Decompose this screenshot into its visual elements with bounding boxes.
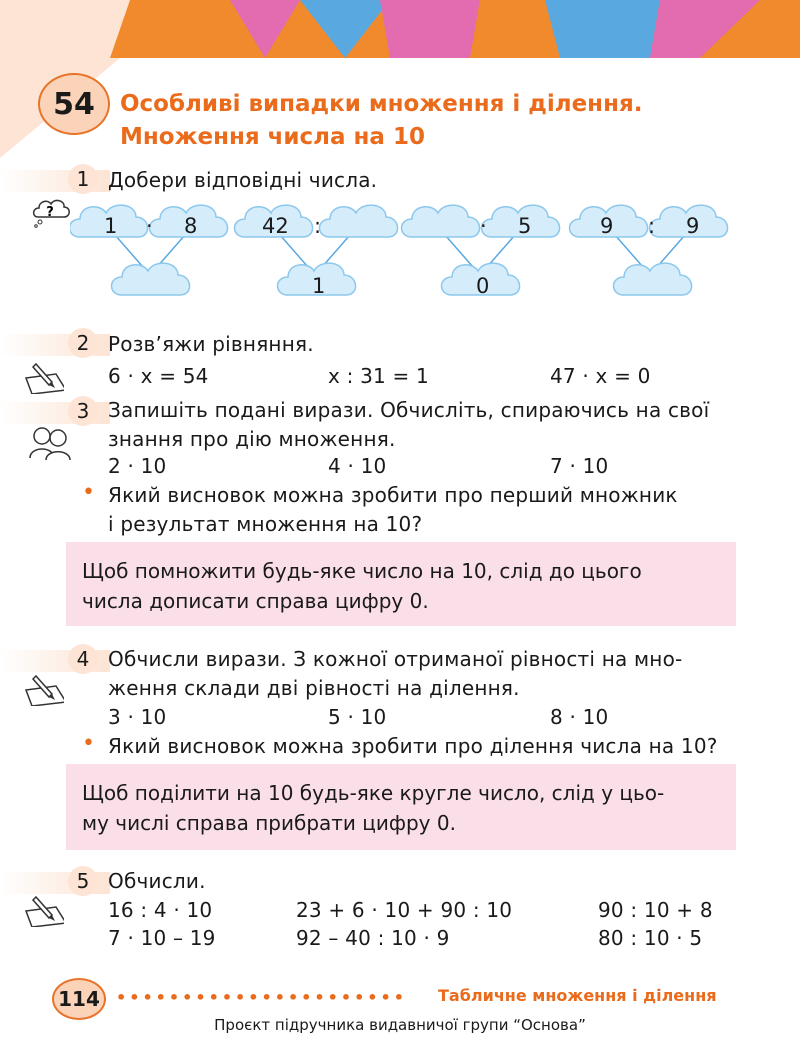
bullet-icon: • bbox=[82, 731, 95, 756]
cloud-operator: : bbox=[314, 214, 322, 238]
equation: x : 31 = 1 bbox=[328, 364, 429, 388]
cloud-value: 1 bbox=[104, 214, 118, 238]
cloud-value: 9 bbox=[686, 214, 700, 238]
expression: 4 · 10 bbox=[328, 454, 387, 478]
pencil-notebook-icon bbox=[22, 672, 64, 706]
lesson-title bbox=[120, 88, 642, 154]
task-number: 2 bbox=[68, 328, 98, 358]
cloud-value: 8 bbox=[184, 214, 198, 238]
task4-text bbox=[108, 645, 682, 703]
task4-question: Який висновок можна зробити про ділення числа на 10? bbox=[108, 734, 718, 758]
task3-question-line2: і результат множення на 10? bbox=[108, 512, 423, 536]
lesson-title-line1: Особливі випадки множення і ділення. bbox=[120, 91, 643, 117]
task3-line2: знання про дію множення. bbox=[108, 427, 396, 451]
task4-answer-line1: Щоб поділити на 10 будь-яке кругле число, слід у цьо- bbox=[82, 781, 665, 805]
footer-dots: •••••••••••••••••••••• bbox=[116, 988, 407, 1007]
task2-text: Розв’яжи рівняння. bbox=[108, 332, 314, 356]
task3-question-line1: Який висновок можна зробити про перший множник bbox=[108, 483, 678, 507]
task3-text bbox=[108, 396, 709, 454]
footer-section-title: Табличне множення і ділення bbox=[438, 986, 717, 1005]
pair-work-icon bbox=[26, 422, 74, 462]
expression: 90 : 10 + 8 bbox=[598, 898, 713, 922]
lesson-title-line2: Множення числа на 10 bbox=[120, 124, 425, 150]
pencil-notebook-icon bbox=[22, 360, 64, 394]
pencil-notebook-icon bbox=[22, 893, 64, 927]
expression: 7 · 10 – 19 bbox=[108, 926, 216, 950]
cloud-value: 9 bbox=[600, 214, 614, 238]
svg-text:?: ? bbox=[46, 205, 54, 220]
bullet-icon: • bbox=[82, 480, 95, 505]
expression: 3 · 10 bbox=[108, 705, 167, 729]
cloud-operator: · bbox=[146, 214, 153, 238]
cloud-puzzles bbox=[70, 195, 750, 315]
task3-question bbox=[108, 481, 678, 539]
task4-line1: Обчисли вирази. З кожної отриманої рівності на мно- bbox=[108, 647, 683, 671]
expression: 8 · 10 bbox=[550, 705, 609, 729]
equation: 6 · x = 54 bbox=[108, 364, 209, 388]
task3-answer-line1: Щоб помножити будь-яке число на 10, слід до цього bbox=[82, 559, 642, 583]
task4-answer-line2: му числі справа прибрати цифру 0. bbox=[82, 811, 456, 835]
equation: 47 · x = 0 bbox=[550, 364, 651, 388]
cloud-operator: : bbox=[648, 214, 656, 238]
expression: 2 · 10 bbox=[108, 454, 167, 478]
expression: 23 + 6 · 10 + 90 : 10 bbox=[296, 898, 513, 922]
lesson-number-badge bbox=[38, 73, 110, 135]
lesson-number: 54 bbox=[53, 86, 95, 122]
task-number: 5 bbox=[68, 866, 98, 896]
task-number: 3 bbox=[68, 396, 98, 426]
expression: 92 – 40 : 10 · 9 bbox=[296, 926, 450, 950]
cloud-result: 0 bbox=[476, 274, 490, 298]
task4-answer-box bbox=[66, 764, 736, 850]
question-cloud-icon bbox=[30, 195, 72, 229]
page-number-badge bbox=[52, 978, 106, 1020]
expression: 16 : 4 · 10 bbox=[108, 898, 213, 922]
task3-line1: Запишіть подані вирази. Обчисліть, спираючись на свої bbox=[108, 398, 710, 422]
cloud-value: 42 bbox=[262, 214, 289, 238]
task5-text: Обчисли. bbox=[108, 869, 206, 893]
cloud-operator: · bbox=[480, 214, 487, 238]
expression: 80 : 10 · 5 bbox=[598, 926, 703, 950]
task-number: 4 bbox=[68, 644, 98, 674]
task4-line2: ження склади дві рівності на ділення. bbox=[108, 676, 520, 700]
task3-answer-box bbox=[66, 542, 736, 626]
top-banner bbox=[0, 0, 800, 58]
task3-answer-line2: числа дописати справа цифру 0. bbox=[82, 589, 429, 613]
cloud-result: 1 bbox=[312, 274, 326, 298]
task1-text: Добери відповідні числа. bbox=[108, 168, 378, 192]
task-number: 1 bbox=[68, 164, 98, 194]
project-note: Проєкт підручника видавничої групи “Основа” bbox=[214, 1016, 586, 1034]
page-number: 114 bbox=[58, 987, 100, 1011]
expression: 7 · 10 bbox=[550, 454, 609, 478]
cloud-value: 5 bbox=[518, 214, 532, 238]
expression: 5 · 10 bbox=[328, 705, 387, 729]
